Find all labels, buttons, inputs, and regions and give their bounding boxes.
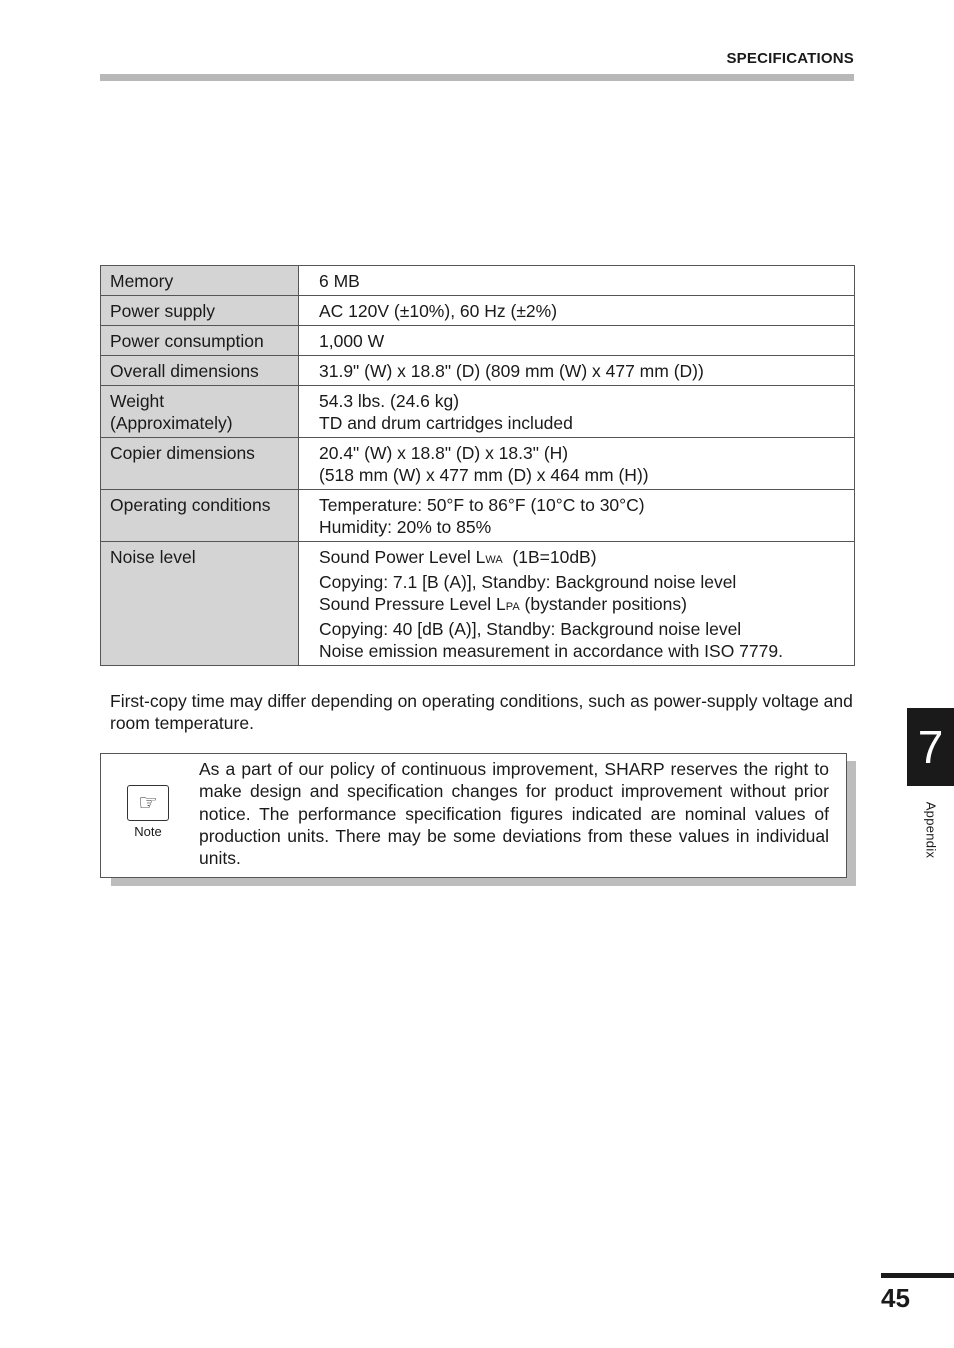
table-row-noise-level [101,542,855,666]
spec-label-cell [101,438,299,490]
spec-value-cell [299,296,855,326]
table-row [101,356,855,386]
noise-power-copying-line: Copying: 7.1 [B (A)], Standby: Background noise level [319,572,737,592]
spec-label-cell [101,296,299,326]
noise-pressure-level-suffix: (bystander positions) [519,594,687,614]
spec-label-cell [101,326,299,356]
noise-pressure-level-line [319,593,846,618]
chapter-label: Appendix [923,801,939,859]
noise-pressure-level-subscript: PA [505,601,520,613]
pointing-hand-icon: ☞ [127,785,169,821]
table-row [101,386,855,438]
note-label: Note [134,824,162,839]
spec-label-cell [101,542,299,666]
table-row [101,438,855,490]
section-title: SPECIFICATIONS [726,50,854,67]
noise-power-level-suffix: (1B=10dB) [502,547,597,567]
chapter-tab: 7 [907,708,954,786]
spec-value-cell [299,542,855,666]
spec-label-cell [101,266,299,296]
table-row [101,296,855,326]
spec-label-cell [101,490,299,542]
note-text: As a part of our policy of continuous improvement, SHARP reserves the right to make design and specification changes for product improvement without prior notice. The performance specification figures indicated are nominal values of production units. There may be some deviations from these values in individual units. [199,759,829,869]
spec-value: 20.4" (W) x 18.8" (D) x 18.3" (H) [319,443,569,463]
spec-label: Overall dimensions [110,361,259,381]
specifications-table-body [101,266,855,666]
spec-value: TD and drum cartridges included [319,413,573,433]
spec-value: 6 MB [319,271,360,291]
spec-value: 54.3 lbs. (24.6 kg) [319,391,460,411]
spec-value: Temperature: 50°F to 86°F (10°C to 30°C) [319,495,645,515]
spec-value: Humidity: 20% to 85% [319,517,492,537]
spec-value-cell [299,438,855,490]
spec-label: Noise level [110,547,196,567]
spec-label: Weight [110,391,165,411]
note-box [100,753,847,878]
spec-value: AC 120V (±10%), 60 Hz (±2%) [319,301,558,321]
page-number: 45 [881,1283,910,1313]
spec-value: 31.9" (W) x 18.8" (D) (809 mm (W) x 477 mm (D)) [319,361,704,381]
spec-value: (518 mm (W) x 477 mm (D) x 464 mm (H)) [319,465,649,485]
noise-power-level-subscript: WA [485,554,503,566]
spec-value-cell [299,326,855,356]
noise-power-level-line [319,546,846,571]
spec-label: (Approximately) [110,413,233,433]
spec-label: Copier dimensions [110,443,255,463]
spec-label: Power consumption [110,331,264,351]
noise-pressure-level-prefix: Sound Pressure Level L [319,594,506,614]
first-copy-footnote: First-copy time may differ depending on operating conditions, such as power-supply voltage and room temperature. [110,691,853,733]
table-row [101,490,855,542]
spec-label-cell [101,356,299,386]
spec-value-cell [299,266,855,296]
noise-pressure-copying-line: Copying: 40 [dB (A)], Standby: Background noise level [319,619,742,639]
page-number-rule [881,1273,954,1278]
noise-power-level-prefix: Sound Power Level L [319,547,486,567]
spec-label: Memory [110,271,174,291]
table-row [101,326,855,356]
spec-label: Operating conditions [110,495,271,515]
table-row [101,266,855,296]
spec-value: 1,000 W [319,331,385,351]
spec-label-cell [101,386,299,438]
spec-value-cell [299,386,855,438]
spec-label: Power supply [110,301,216,321]
header-rule [100,74,854,81]
spec-value-cell [299,490,855,542]
specifications-table [100,265,855,666]
noise-emission-line: Noise emission measurement in accordance with ISO 7779. [319,641,783,661]
spec-value-cell [299,356,855,386]
